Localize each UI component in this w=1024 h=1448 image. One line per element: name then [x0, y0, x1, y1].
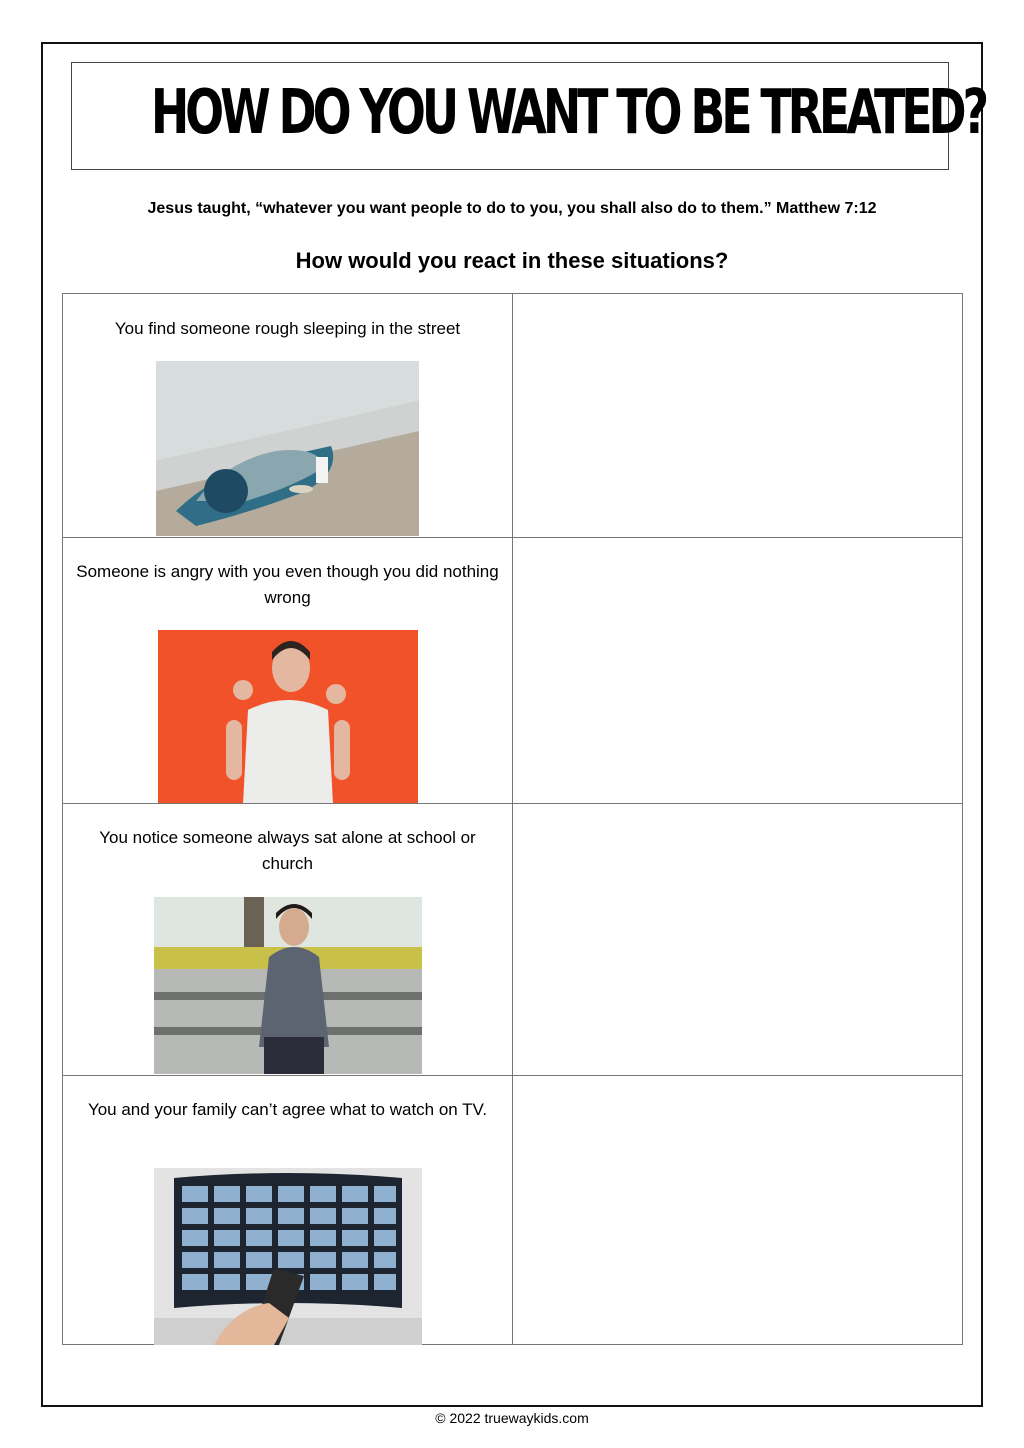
teen-sitting-alone-photo	[154, 897, 422, 1074]
tv-remote-channels-photo	[154, 1168, 422, 1345]
situation-cell	[63, 294, 512, 537]
response-cell[interactable]	[512, 294, 963, 537]
copyright-footer: © 2022 truewaykids.com	[435, 1410, 589, 1426]
table-row	[63, 1075, 962, 1345]
response-cell[interactable]	[512, 804, 963, 1076]
page-title: HOW DO YOU WANT TO BE TREATED?	[150, 77, 986, 149]
person-sleeping-rough-photo	[156, 361, 419, 536]
scripture-quote: Jesus taught, “whatever you want people to do to you, you shall also do to them.” Matthew 7:12	[147, 200, 877, 217]
table-row	[63, 803, 962, 1076]
response-cell[interactable]	[512, 1076, 963, 1345]
table-row	[63, 537, 962, 804]
situation-prompt: You and your family can’t agree what to watch on TV.	[87, 1100, 488, 1119]
angry-young-man-photo	[158, 630, 418, 804]
situation-cell	[63, 538, 512, 804]
section-heading: How would you react in these situations?	[295, 248, 729, 273]
response-cell[interactable]	[512, 538, 963, 804]
table-row	[63, 294, 962, 537]
situation-prompt: Someone is angry with you even though you did nothing wrong	[76, 562, 499, 607]
title-box	[71, 62, 986, 170]
situation-cell	[63, 1076, 512, 1345]
situation-prompt: You notice someone always sat alone at school or church	[99, 828, 476, 873]
situation-prompt: You find someone rough sleeping in the street	[114, 319, 461, 338]
situations-table	[62, 293, 963, 1345]
situation-cell	[63, 804, 512, 1076]
